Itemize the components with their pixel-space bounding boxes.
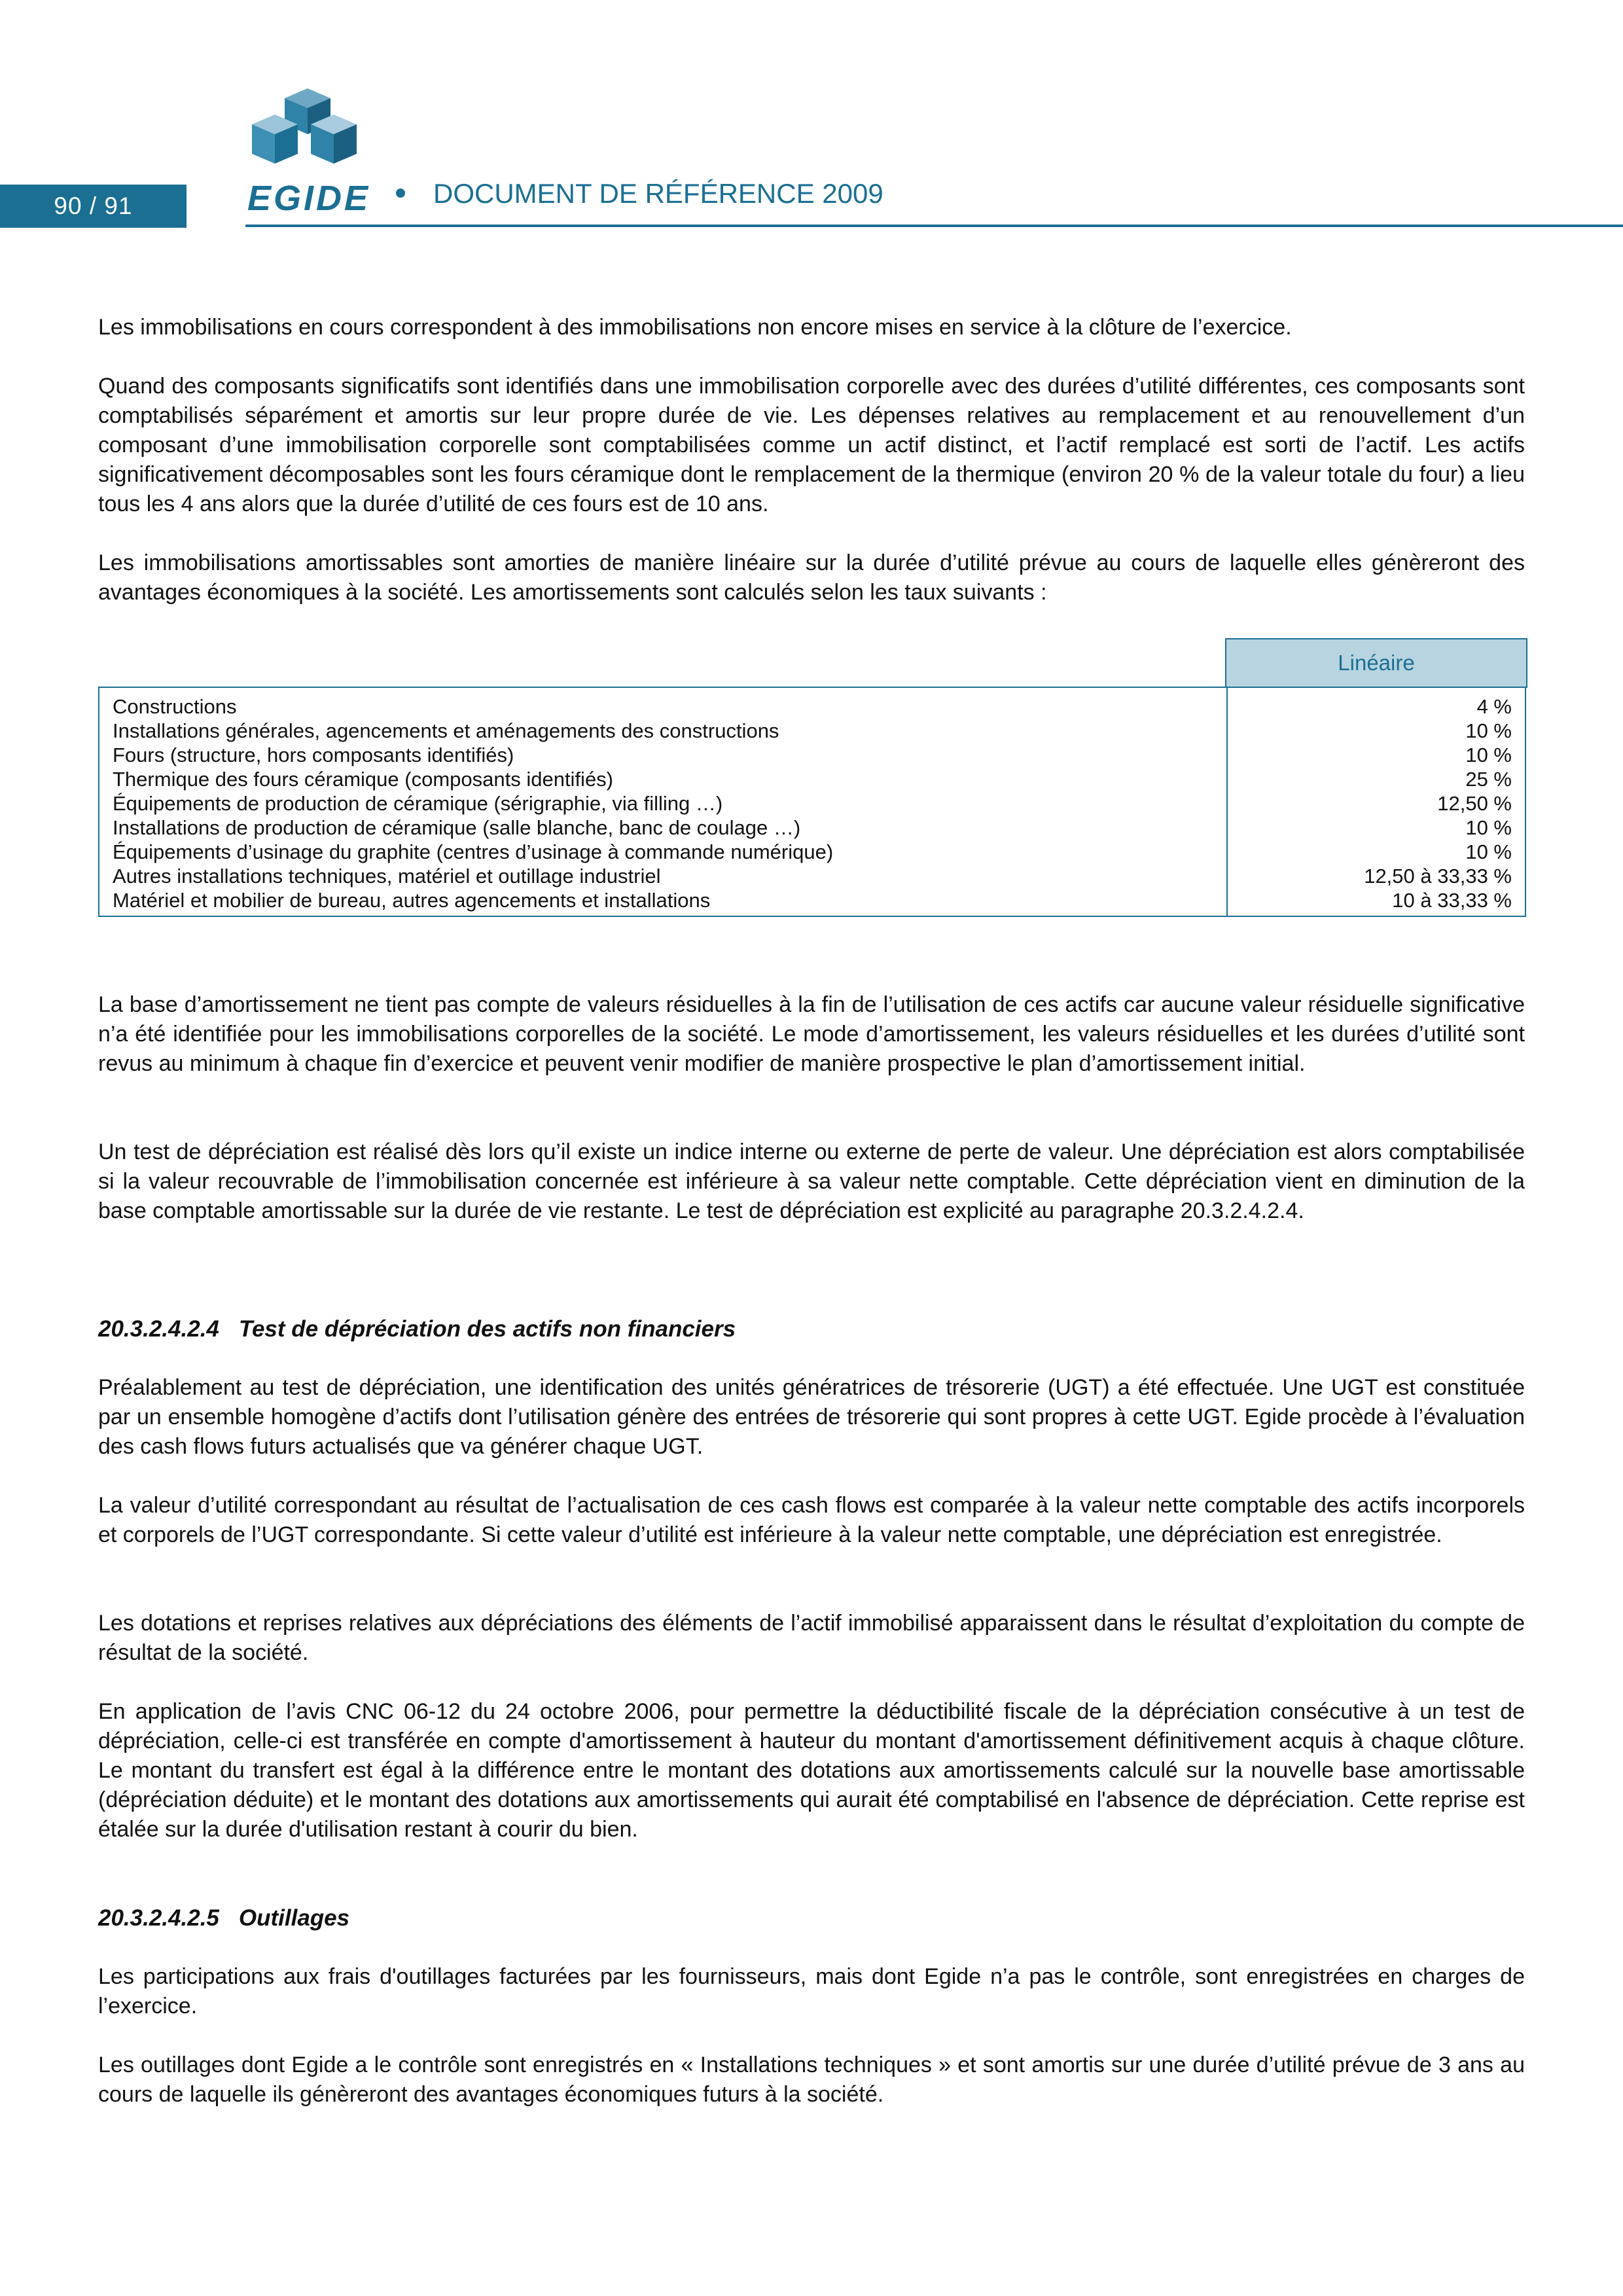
row-label: Installations de production de céramique (salle blanche, banc de coulage …): [113, 816, 801, 839]
paragraph-block-s2-2: [98, 2051, 1525, 2109]
row-label: Fours (structure, hors composants identifiés): [113, 744, 514, 766]
row-label: Thermique des fours céramique (composants identifiés): [113, 768, 614, 791]
row-rate: 12,50 %: [1437, 792, 1512, 815]
row-rate: 10 %: [1465, 840, 1512, 863]
paragraph: Les immobilisations amortissables sont amorties de manière linéaire sur la durée d’utilité prévue au cours de laquelle elles génèreront des avantages économiques à la société. Les amortissements sont calculés selon les taux suivants :: [98, 550, 1525, 605]
logo-wordmark: EGIDE: [247, 179, 371, 218]
row-label: Autres installations techniques, matériel et outillage industriel: [113, 865, 661, 888]
paragraph-block-top-3: [98, 548, 1525, 607]
table-row: [113, 816, 1512, 840]
paragraph-block-middle-2: [98, 1138, 1525, 1226]
section-title: Outillages: [238, 1905, 350, 1931]
paragraph-block-s1-1: [98, 1373, 1525, 1462]
table-row: [113, 767, 1512, 791]
row-rate: 10 à 33,33 %: [1392, 889, 1512, 912]
table-row: [113, 840, 1512, 864]
header-rule: [245, 224, 1623, 227]
table-row: [113, 694, 1512, 719]
section-title: Test de dépréciation des actifs non financiers: [238, 1316, 736, 1342]
paragraph-block-s1-3: [98, 1609, 1525, 1668]
paragraph: Les outillages dont Egide a le contrôle sont enregistrés en « Installations techniques » et sont amortis sur une durée d’utilité prévue de 3 ans au cours de laquelle ils génèreront des avantages économiques futurs à la société.: [98, 2053, 1525, 2107]
row-label: Équipements de production de céramique (sérigraphie, via filling …): [113, 792, 723, 815]
header-bullet: [396, 188, 405, 198]
paragraph-block-middle-1: [98, 990, 1525, 1079]
paragraph: Préalablement au test de dépréciation, une identification des unités génératrices de trésorerie (UGT) a été effectuée. Une UGT est constituée par un ensemble homogène d’actifs dont l’utilisation génère des entrées de trésorerie qui sont propres à cette UGT. Egide procède à l’évaluation des cash flows futurs actualisés que va générer chaque UGT.: [98, 1375, 1525, 1459]
paragraph: Un test de dépréciation est réalisé dès lors qu’il existe un indice interne ou externe de perte de valeur. Une dépréciation est alors comptabilisée si la valeur recouvrable de l’immobilisation concernée est inférieure à sa valeur nette comptable. Cette dépréciation vient en diminution de la base comptable amortissable sur la durée de vie restante. Le test de dépréciation est explicité au paragraphe 20.3.2.4.2.4.: [98, 1139, 1525, 1223]
paragraph: Les immobilisations en cours correspondent à des immobilisations non encore mises en service à la clôture de l’exercice.: [98, 315, 1292, 340]
section-number: 20.3.2.4.2.4: [98, 1316, 219, 1342]
row-rate: 10 %: [1465, 816, 1512, 839]
section-number: 20.3.2.4.2.5: [98, 1905, 219, 1931]
paragraph: La base d’amortissement ne tient pas compte de valeurs résiduelles à la fin de l’utilisation de ces actifs car aucune valeur résiduelle significative n’a été identifiée pour les immobilisations corporelles de la société. Le mode d’amortissement, les valeurs résiduelles et les durées d’utilité sont revus au minimum à chaque fin d’exercice et peuvent venir modifier de manière prospective le plan d’amortissement initial.: [98, 992, 1525, 1076]
row-label: Équipements d’usinage du graphite (centres d’usinage à commande numérique): [113, 840, 834, 863]
table-row: [113, 743, 1512, 767]
table-body: [98, 687, 1526, 917]
row-rate: 4 %: [1476, 695, 1512, 718]
page-indicator: 90 / 91: [0, 185, 187, 228]
paragraph-block-top-1: [98, 313, 1525, 342]
table-row: [113, 888, 1512, 912]
table-header-lineaire: Linéaire: [1225, 638, 1527, 688]
section-heading-depreciation-test: [98, 1314, 1525, 1344]
row-label: Matériel et mobilier de bureau, autres agencements et installations: [113, 889, 711, 912]
section-heading-outillages: [98, 1903, 1525, 1933]
row-label: Installations générales, agencements et aménagements des constructions: [113, 719, 779, 742]
paragraph-block-top-2: [98, 372, 1525, 519]
paragraph: Quand des composants significatifs sont identifiés dans une immobilisation corporelle avec des durées d’utilité différentes, ces composants sont comptabilisés séparément et amortis sur leur propre durée de vie. Les dépenses relatives au remplacement et au renouvellement d’un composant d’une immobilisation corporelle sont comptabilisées comme un actif distinct, et l’actif remplacé est sorti de l’actif. Les actifs significativement décomposables sont les fours céramique dont le remplacement de la thermique (environ 20 % de la valeur totale du four) a lieu tous les 4 ans alors que la durée d’utilité de ces fours est de 10 ans.: [98, 374, 1525, 516]
table-row: [113, 719, 1512, 743]
document-title: DOCUMENT DE RÉFÉRENCE 2009: [433, 178, 883, 209]
paragraph-block-s2-1: [98, 1962, 1525, 2021]
paragraph: Les participations aux frais d'outillages facturées par les fournisseurs, mais dont Egide n’a pas le contrôle, sont enregistrées en charges de l’exercice.: [98, 1964, 1525, 2018]
row-rate: 10 %: [1465, 719, 1512, 742]
paragraph-block-s1-2: [98, 1491, 1525, 1550]
row-label: Constructions: [113, 695, 237, 718]
paragraph: En application de l’avis CNC 06-12 du 24 octobre 2006, pour permettre la déductibilité fiscale de la dépréciation consécutive à un test de dépréciation, celle-ci est transférée en compte d'amortissement à hauteur du montant d'amortissement définitivement acquis à chaque clôture. Le montant du transfert est égal à la différence entre le montant des dotations aux amortissements calculé sur la nouvelle base amortissable (dépréciation déduite) et le montant des dotations aux amortissements qui aurait été comptabilisé en l'absence de dépréciation. Cette reprise est étalée sur la durée d'utilisation restant à courir du bien.: [98, 1699, 1525, 1842]
row-rate: 12,50 à 33,33 %: [1364, 865, 1512, 888]
paragraph-block-s1-4: [98, 1697, 1525, 1844]
paragraph: Les dotations et reprises relatives aux dépréciations des éléments de l’actif immobilisé apparaissent dans le résultat d’exploitation du compte de résultat de la société.: [98, 1611, 1525, 1665]
paragraph: La valeur d’utilité correspondant au résultat de l’actualisation de ces cash flows est comparée à la valeur nette comptable des actifs incorporels et corporels de l’UGT correspondante. Si cette valeur d’utilité est inférieure à la valeur nette comptable, une dépréciation est enregistrée.: [98, 1493, 1525, 1547]
table-row: [113, 791, 1512, 816]
row-rate: 25 %: [1465, 768, 1512, 791]
table-row: [113, 864, 1512, 888]
row-rate: 10 %: [1465, 744, 1512, 766]
